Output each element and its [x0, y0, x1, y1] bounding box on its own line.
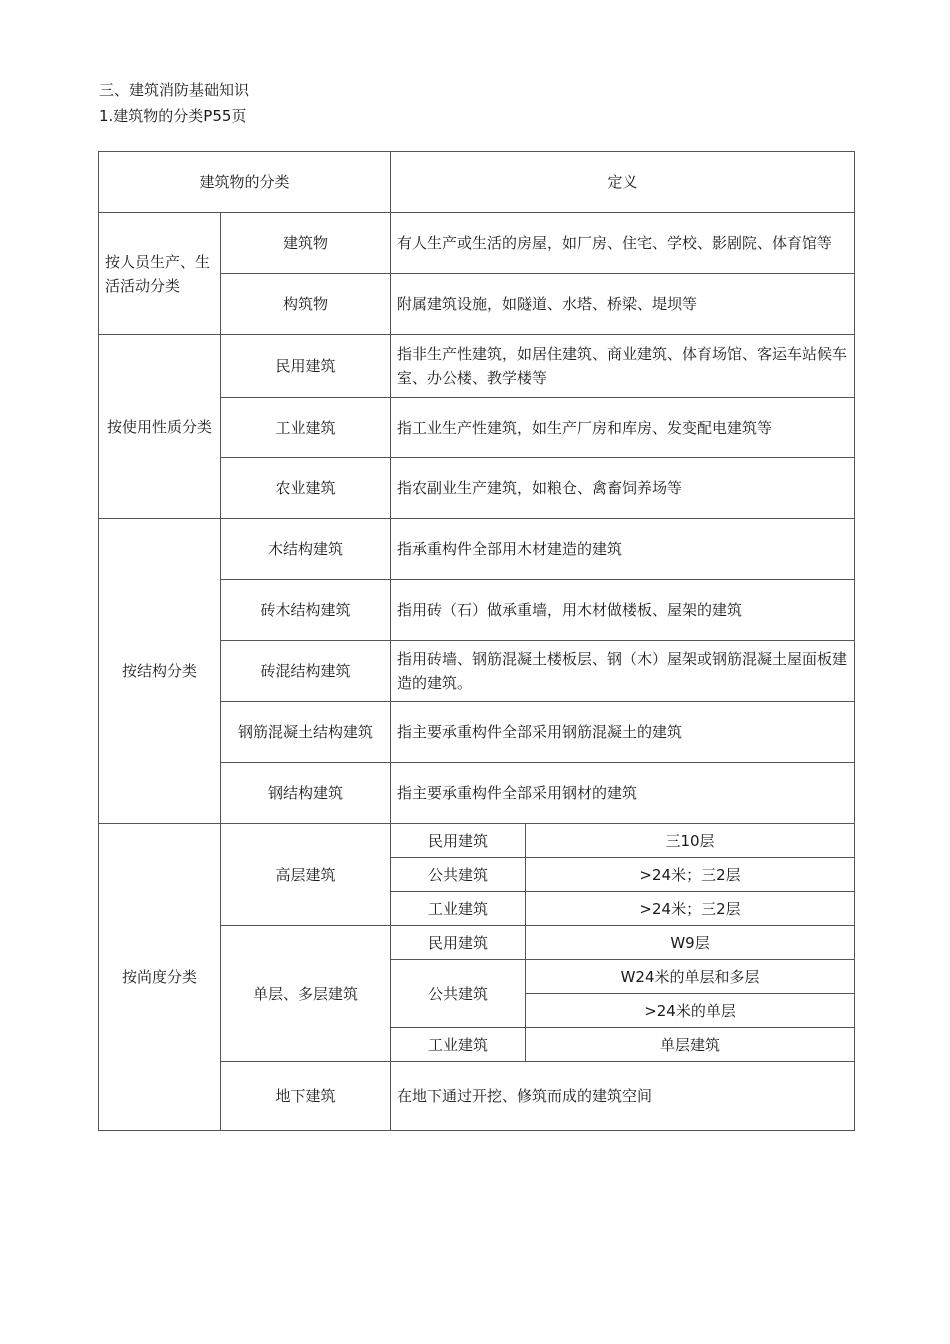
type-cell: 砖混结构建筑: [221, 641, 391, 702]
type-cell: 民用建筑: [221, 335, 391, 398]
group-label-structure: 按结构分类: [99, 519, 221, 824]
definition-cell: 附属建筑设施，如隧道、水塔、桥梁、堤坝等: [391, 274, 855, 335]
table-row: [99, 824, 855, 858]
section-title: 三、建筑消防基础知识: [99, 81, 250, 99]
value-cell: 三10层: [526, 824, 855, 858]
definition-cell: 有人生产或生活的房屋，如厂房、住宅、学校、影剧院、体育馆等: [391, 213, 855, 274]
subsection-title: 1.建筑物的分类P55页: [99, 107, 247, 125]
type-cell: 钢结构建筑: [221, 763, 391, 824]
value-cell: 单层建筑: [526, 1028, 855, 1062]
type-cell: 构筑物: [221, 274, 391, 335]
group-label-height: 按尚度分类: [99, 824, 221, 1131]
subtype-cell: 民用建筑: [391, 926, 526, 960]
definition-cell: 指主要承重构件全部采用钢筋混凝土的建筑: [391, 702, 855, 763]
type-cell: 木结构建筑: [221, 519, 391, 580]
table-row: [99, 335, 855, 398]
subtype-cell: 民用建筑: [391, 824, 526, 858]
value-cell: >24米；三2层: [526, 858, 855, 892]
value-cell: >24米的单层: [526, 994, 855, 1028]
header-row: [99, 152, 855, 213]
definition-cell: 指工业生产性建筑，如生产厂房和库房、发变配电建筑等: [391, 398, 855, 458]
definition-cell: 在地下通过开挖、修筑而成的建筑空间: [391, 1062, 855, 1131]
value-cell: W24米的单层和多层: [526, 960, 855, 994]
subtype-cell: 工业建筑: [391, 892, 526, 926]
header-definition: 定义: [391, 152, 855, 213]
value-cell: >24米；三2层: [526, 892, 855, 926]
type-cell: 农业建筑: [221, 458, 391, 519]
building-classification-table: [98, 151, 855, 1131]
definition-cell: 指农副业生产建筑，如粮仓、禽畜饲养场等: [391, 458, 855, 519]
subtype-cell: 公共建筑: [391, 858, 526, 892]
group-label-usage: 按使用性质分类: [99, 335, 221, 519]
table-row: [99, 213, 855, 274]
subtype-cell: 公共建筑: [391, 960, 526, 1028]
type-cell: 工业建筑: [221, 398, 391, 458]
header-category: 建筑物的分类: [99, 152, 391, 213]
definition-cell: 指非生产性建筑，如居住建筑、商业建筑、体育场馆、客运车站候车室、办公楼、教学楼等: [391, 335, 855, 398]
table-row: [99, 519, 855, 580]
definition-cell: 指用砖（石）做承重墙，用木材做楼板、屋架的建筑: [391, 580, 855, 641]
type-cell: 砖木结构建筑: [221, 580, 391, 641]
definition-cell: 指用砖墙、钢筋混凝土楼板层、钢（木）屋架或钢筋混凝土屋面板建造的建筑。: [391, 641, 855, 702]
type-cell: 钢筋混凝土结构建筑: [221, 702, 391, 763]
definition-cell: 指承重构件全部用木材建造的建筑: [391, 519, 855, 580]
type-cell: 建筑物: [221, 213, 391, 274]
definition-cell: 指主要承重构件全部采用钢材的建筑: [391, 763, 855, 824]
underground-label: 地下建筑: [221, 1062, 391, 1131]
group-label-activity: 按人员生产、生活活动分类: [99, 213, 221, 335]
subtype-cell: 工业建筑: [391, 1028, 526, 1062]
value-cell: W9层: [526, 926, 855, 960]
high-rise-label: 高层建筑: [221, 824, 391, 926]
low-multi-label: 单层、多层建筑: [221, 926, 391, 1062]
